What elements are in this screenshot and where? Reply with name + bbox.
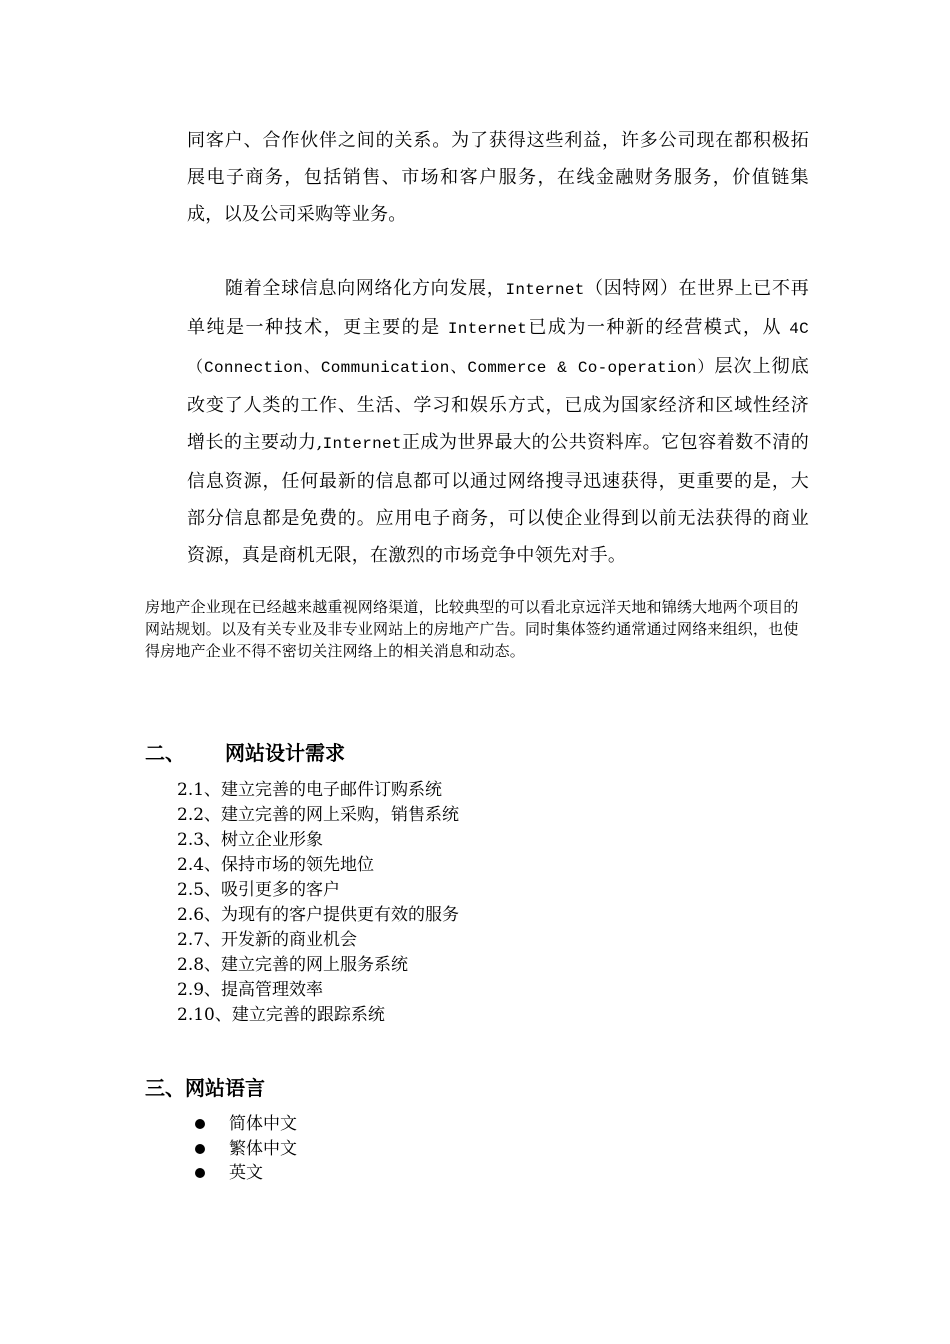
requirements-list [177,778,459,1028]
language-item [192,1161,297,1186]
section-title: 网站设计需求 [225,741,345,765]
paragraph-intro: 同客户、合作伙伴之间的关系。为了获得这些利益，许多公司现在都积极拓展电子商务，包括销售、市场和客户服务，在线金融财务服务，价值链集成，以及公司采购等业务。 [187,130,809,225]
term-4c: 4C （Connection、Communication、Commerce & Co-operation） [187,320,810,377]
list-item: 2.6、为现有的客户提供更有效的服务 [177,905,460,925]
term-internet: Internet [505,281,585,299]
list-item: 2.2、建立完善的网上采购，销售系统 [177,805,460,825]
list-item: 2.9、提高管理效率 [177,980,324,1000]
paragraph-text: （因特网）在世界上已不再单纯是一种技术，更主要的是 [187,278,809,338]
list-item: 2.3、树立企业形象 [177,830,324,850]
list-item: 2.5、吸引更多的客户 [177,880,341,900]
language-label: 简体中文 [229,1114,297,1134]
paragraph-text: 正成为世界最大的公共资料库。它包容着数不清的信息资源，任何最新的信息都可以通过网络搜寻迅速获得，更重要的是，大部分信息都是免费的。应用电子商务，可以使企业得到以前无法获得的商业资源，真是商机无限，在激烈的市场竞争中领先对手。 [187,432,809,566]
section-number: 二、 [145,741,185,765]
language-label: 繁体中文 [229,1138,297,1159]
paragraph-text: 已成为一种新的经营模式，从 [527,317,790,338]
bullet-icon [195,1168,205,1178]
list-item: 2.4、保持市场的领先地位 [177,855,375,875]
list-item: 2.10、建立完善的跟踪系统 [177,1005,385,1025]
list-item: 2.8、建立完善的网上服务系统 [177,955,409,975]
bullet-icon [195,1144,205,1154]
language-item [192,1112,297,1137]
language-list [192,1112,297,1186]
language-item [192,1137,297,1162]
language-label: 英文 [229,1163,263,1183]
section-heading-requirements [145,739,345,767]
paragraph-text: 随着全球信息向网络化方向发展， [225,278,506,299]
paragraph-text: 层次上彻底改变了人类的工作、生活、学习和娱乐方式，已成为国家经济和区域性经济增长的主要动力, [187,356,810,453]
list-item: 2.7、开发新的商业机会 [177,930,358,950]
term-internet: Internet [447,320,528,338]
term-internet: Internet [322,435,402,453]
section-heading-languages: 三、网站语言 [145,1076,265,1100]
paragraph-internet [187,270,809,574]
list-item: 2.1、建立完善的电子邮件订购系统 [177,780,443,800]
paragraph-real-estate: 房地产企业现在已经越来越重视网络渠道，比较典型的可以看北京远洋天地和锦绣大地两个项目的网站规划。以及有关专业及非专业网站上的房地产广告。同时集体签约通常通过网络来组织，也使得房地产企业不得不密切关注网络上的相关消息和动态。 [145,598,799,660]
bullet-icon [195,1119,205,1129]
